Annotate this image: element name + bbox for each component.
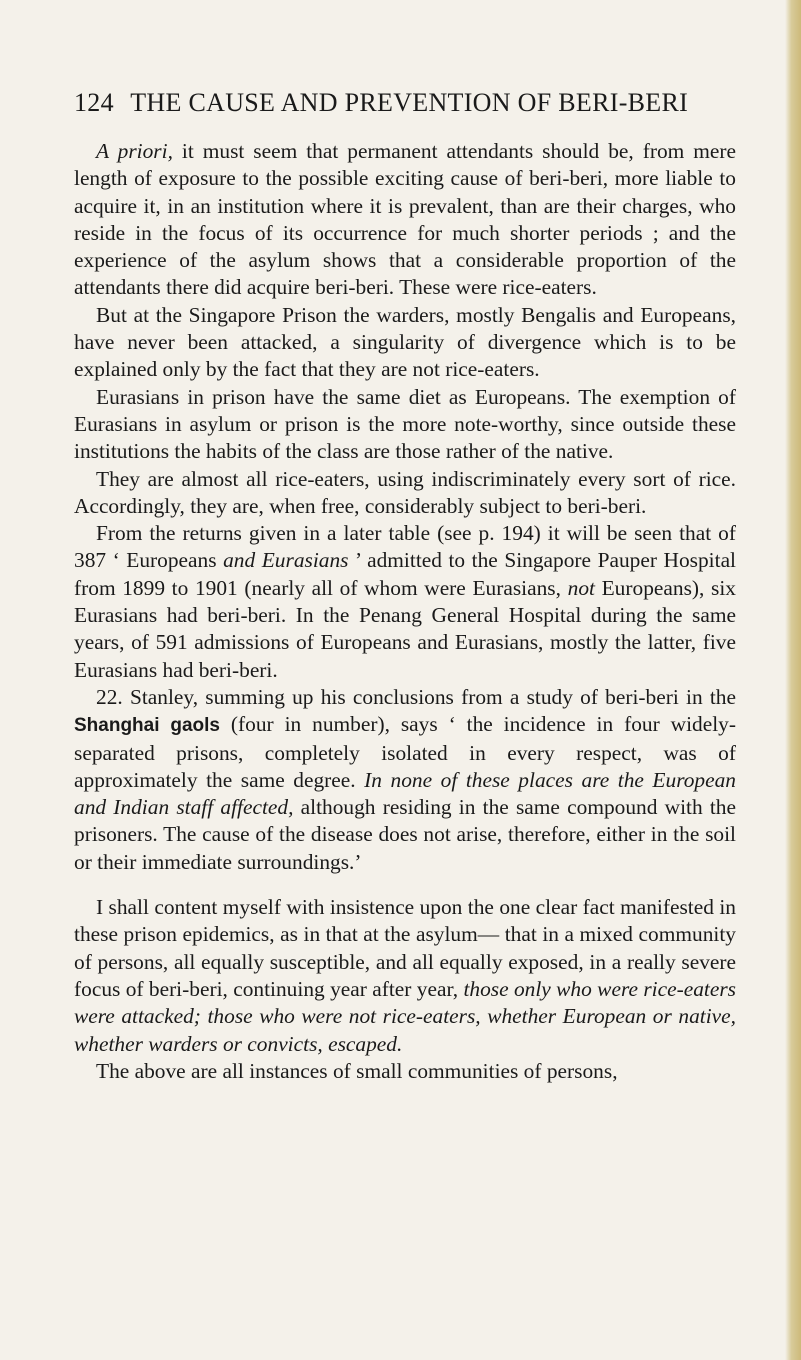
paragraph-6-bold-b: Shanghai gaols: [74, 715, 220, 737]
paragraph-7: [74, 894, 736, 1058]
paragraph-4: They are almost all rice-eaters, using indiscriminately every sort of rice. Accordingly, they are, when free, considerably subject to beri-beri.: [74, 466, 736, 518]
paragraph-5-text-c: ’ admitted to the Singapore Pauper Hospital from 1899 to 1901 (nearly all of whom were Eurasians,: [74, 548, 737, 600]
paragraph-5-text-e: Europeans), six Eurasians had beri-beri. In the Penang General Hospital during the same years, of 591 admissions of Europeans and Eurasians, mostly the latter, five Eurasians had beri-beri.: [74, 575, 736, 682]
paragraph-6: [74, 684, 736, 876]
paragraph-6-text-e: although residing in the same compound with the prisoners. The cause of the disease does not arise, therefore, either in the soil or their immediate surroundings.’: [74, 795, 736, 874]
page-edge-shadow: [785, 0, 801, 1360]
paragraph-2: But at the Singapore Prison the warders, mostly Bengalis and Europeans, have never been attacked, a singularity of divergence which is to be explained only by the fact that they are not rice-eaters.: [74, 302, 736, 382]
paragraph-7-text-a: I shall content myself with insistence upon the one clear fact manifested in these prison epidemics, as in that at the asylum— that in a mixed community of persons, all equally susceptible, and all equally exposed, in a really severe focus of beri-beri, continuing year after year,: [74, 895, 736, 1001]
body-text: [74, 138, 736, 1085]
paragraph-5: [74, 520, 736, 684]
paragraph-6-text-c: (four in number), says ‘ the incidence in four widely-separated prisons, completely isolated in every respect, was of approximately the same degree.: [74, 712, 736, 792]
paragraph-5-text-a: From the returns given in a later table (see p. 194) it will be seen that of 387 ‘ Europeans: [74, 521, 736, 573]
running-title: THE CAUSE AND PREVENTION OF BERI-BERI: [130, 88, 689, 117]
paragraph-1: [74, 138, 736, 302]
paragraph-5-italic-b: and Eurasians: [223, 548, 349, 573]
running-header: [74, 88, 754, 118]
page-number: 124: [74, 88, 114, 117]
paragraph-1-text: it must seem that permanent attendants should be, from mere length of exposure to the possible exciting cause of beri-beri, more liable to acquire it, in an institution where it is prevalent, than are their charges, who reside in the focus of its occurrence for much shorter periods ; and the experience of the asylum shows that a considerable proportion of the attendants there did acquire beri-beri. These were rice-eaters.: [74, 139, 736, 300]
paragraph-6-italic-d: In none of these places are the European and Indian staff affected,: [74, 767, 736, 820]
paragraph-3: Eurasians in prison have the same diet as Europeans. The exemption of Eurasians in asylum or prison is the more note-worthy, since outside these institutions the habits of the class are those rather of the native.: [74, 384, 736, 464]
paragraph-7-italic-b: those only who were rice-eaters were attacked; those who were not rice-eaters, whether European or native, whether warders or convicts, escaped.: [74, 976, 736, 1056]
latin-phrase: A priori,: [96, 139, 173, 163]
paragraph-6-text-a: 22. Stanley, summing up his conclusions from a study of beri-beri in the: [96, 684, 736, 709]
paragraph-8: The above are all instances of small communities of persons,: [96, 1058, 618, 1083]
paragraph-5-italic-d: not: [567, 575, 595, 600]
